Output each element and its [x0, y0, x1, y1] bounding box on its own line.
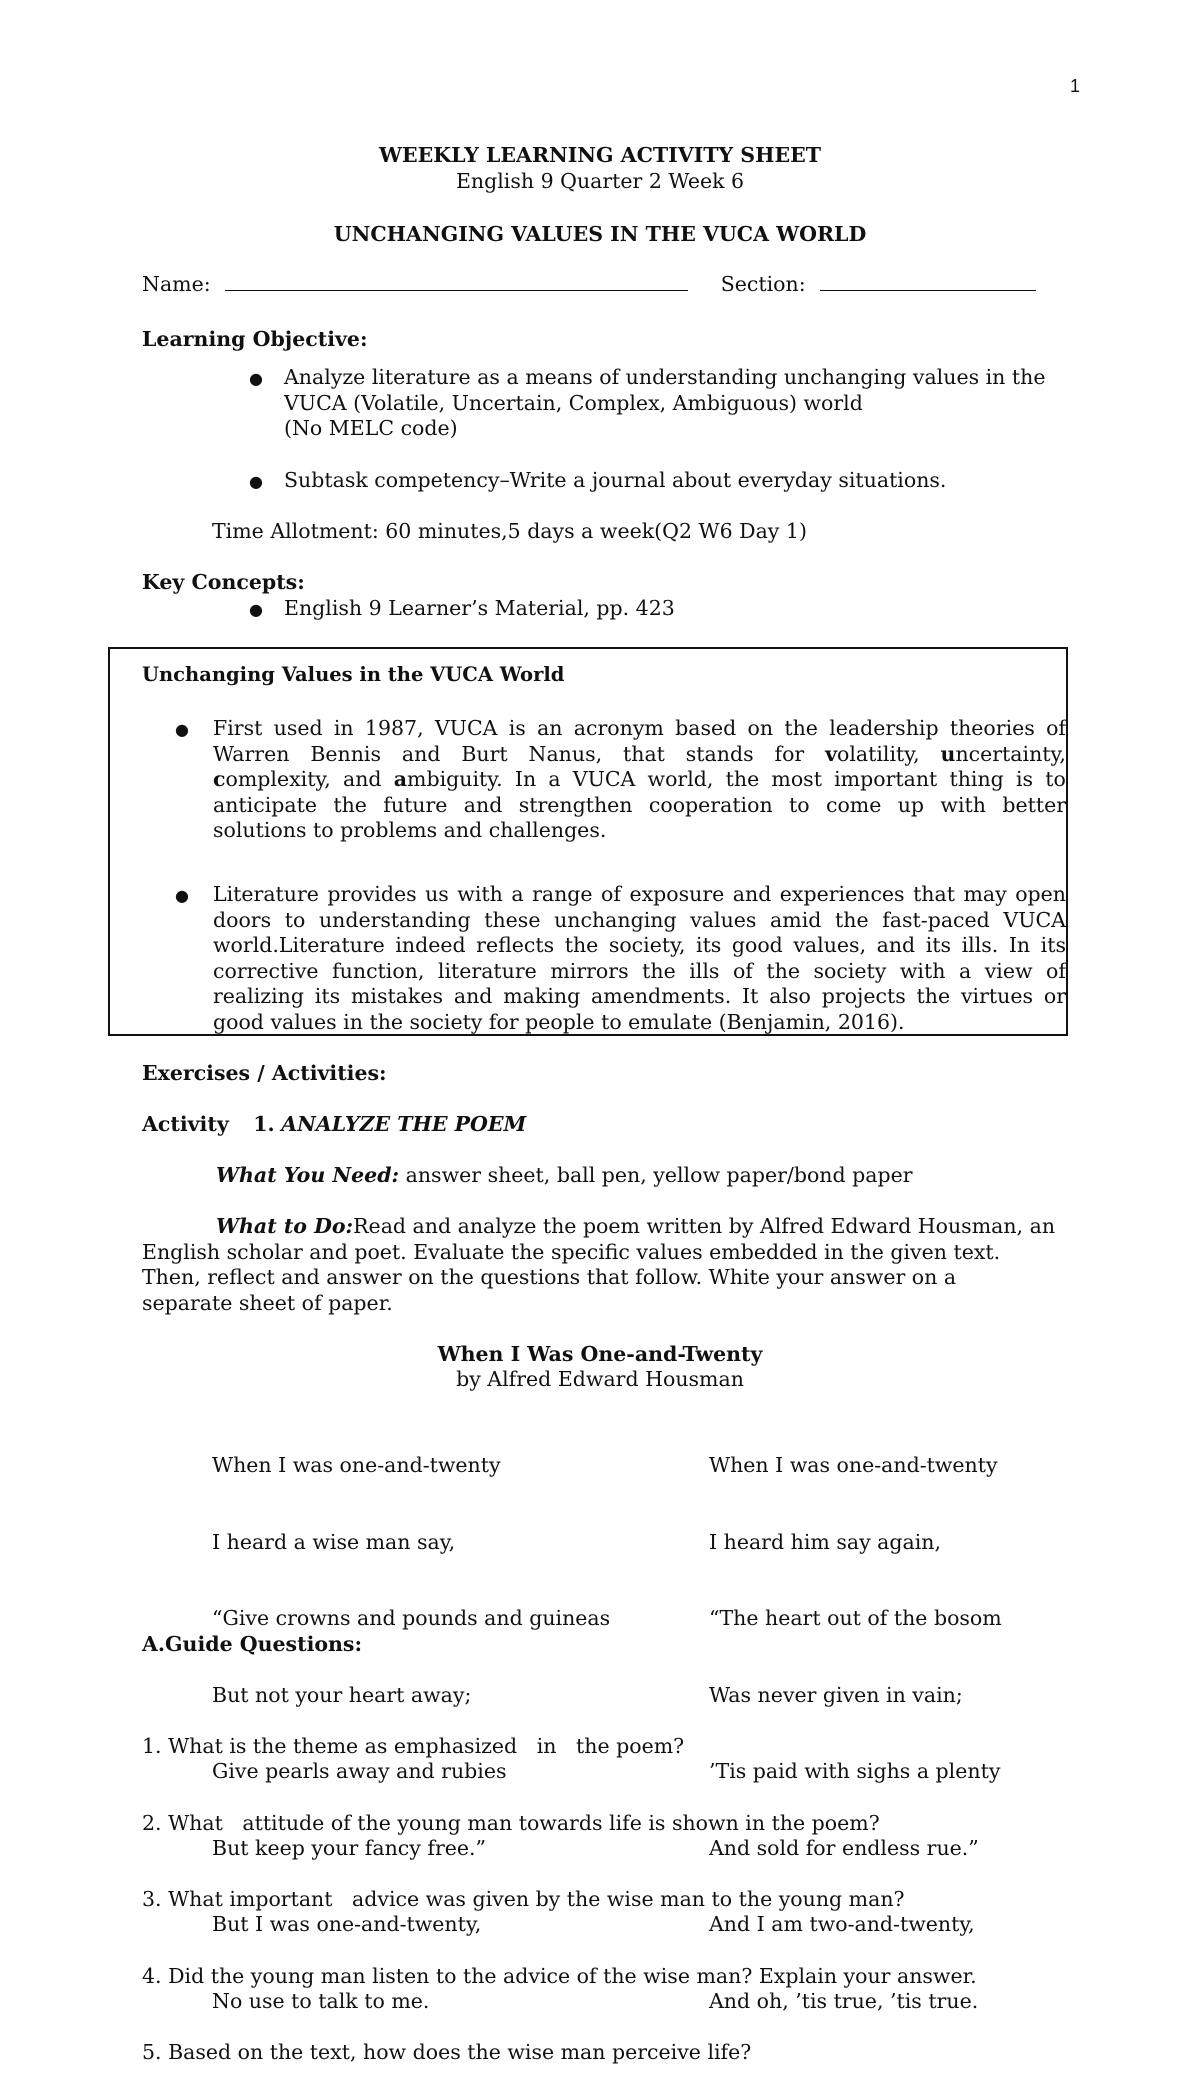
concept-text: complexity,	[213, 767, 331, 791]
concept-text: Warren	[213, 741, 290, 766]
concept-text: In	[514, 767, 537, 791]
concept-line	[213, 742, 1066, 768]
poem-line: But not your heart away;	[212, 1682, 472, 1707]
concept-text: and	[401, 741, 441, 766]
concept-text: is	[1016, 767, 1034, 791]
sheet-title: WEEKLY LEARNING ACTIVITY SHEET	[379, 143, 821, 167]
activity-title: ANALYZE THE POEM	[281, 1112, 527, 1136]
poem-line: Give pearls away and rubies	[212, 1759, 507, 1783]
objective-line: VUCA (Volatile, Uncertain, Complex, Ambiguous) world	[284, 390, 863, 415]
concept-text: a	[548, 767, 561, 791]
poem-author: by Alfred Edward Housman	[456, 1367, 744, 1391]
question-item: 1. What is the theme as emphasized in the poem?	[142, 1734, 685, 1758]
guide-questions-list	[142, 1683, 977, 2091]
poem-line: And oh, ’tis true, ’tis true.	[709, 1988, 979, 2013]
todo-line: English scholar and poet. Evaluate the specific values embedded in the given text.	[142, 1239, 1001, 1264]
what-to-do	[142, 1214, 1062, 1316]
question-item: 5. Based on the text, how does the wise man perceive life?	[142, 2040, 752, 2064]
bullet-dot: ●	[249, 369, 263, 388]
bold-letter: u	[940, 741, 956, 766]
objective-bullet-1	[284, 365, 1045, 442]
bold-letter: v	[825, 741, 838, 766]
student-info-row	[142, 272, 1036, 298]
concept-line: First used in 1987, VUCA is an acronym based on the leadership theories of	[213, 716, 1066, 740]
poem-line: And sold for endless rue.”	[709, 1835, 979, 1860]
page-number: 1	[1069, 76, 1080, 96]
concept-text: volatility,	[825, 741, 920, 766]
concept-line: Literature provides us with a range of exposure and experiences that may open	[213, 882, 1066, 906]
objective-line: Analyze literature as a means of understanding unchanging values in the	[284, 365, 1046, 389]
poem-line: When I was one-and-twenty	[212, 1453, 501, 1477]
bullet-dot: ●	[175, 720, 189, 739]
todo-line: Then, reflect and answer on the questions that follow. White your answer on a	[142, 1265, 957, 1289]
objective-line: (No MELC code)	[284, 416, 458, 440]
concept-line: corrective function, literature mirrors the ills of the society with a view of	[213, 958, 1066, 983]
poem-line: I heard him say again,	[709, 1529, 942, 1554]
concept-line: doors to understanding these unchanging values amid the fast-paced VUCA	[213, 907, 1066, 932]
concept-text: world,	[647, 767, 714, 791]
concept-line: realizing its mistakes and making amendments. It also projects the virtues or	[213, 984, 1066, 1008]
poem-title: When I Was One-and-Twenty	[437, 1342, 763, 1366]
todo-line: separate sheet of paper.	[142, 1290, 393, 1315]
poem-line: But keep your fancy free.”	[212, 1835, 487, 1860]
poem-line: No use to talk to me.	[212, 1988, 430, 2013]
section-blank[interactable]	[820, 272, 1036, 291]
question-item: 4. Did the young man listen to the advice of the wise man? Explain your answer.	[142, 1963, 977, 1988]
concept-text: to	[1045, 767, 1066, 791]
concept-text: the	[725, 767, 760, 791]
todo-text: Read and analyze the poem written by Alfred Edward Housman, an	[353, 1214, 1056, 1238]
poem-line: “Give crowns and pounds and guineas	[212, 1606, 611, 1630]
question-item: 3. What important advice was given by the wise man to the young man?	[142, 1887, 905, 1911]
concept-text: thing	[949, 767, 1004, 791]
name-blank[interactable]	[225, 272, 688, 291]
objective-bullet-2: Subtask competency–Write a journal about everyday situations.	[284, 468, 947, 492]
activity-number: 1.	[253, 1112, 275, 1136]
concept-text: Nanus,	[528, 741, 603, 766]
concept-text: VUCA	[572, 767, 636, 791]
poem-line: “The heart out of the bosom	[709, 1606, 1002, 1630]
concept-text: Burt	[461, 741, 508, 766]
bullet-dot: ●	[249, 600, 263, 619]
question-item: 2. What attitude of the young man towards life is shown in the poem?	[142, 1810, 880, 1835]
poem-line: Was never given in vain;	[709, 1682, 963, 1707]
concept-box-title: Unchanging Values in the VUCA World	[142, 663, 565, 686]
learning-objective-heading: Learning Objective:	[142, 327, 368, 351]
concept-bullet-2	[213, 882, 1066, 1035]
activity-label: Activity	[142, 1112, 229, 1136]
poem-line: I heard a wise man say,	[212, 1529, 456, 1554]
need-label: What You Need:	[216, 1163, 400, 1187]
name-label: Name:	[142, 272, 211, 296]
poem-line: ’Tis paid with sighs a plenty	[709, 1759, 1001, 1783]
exercises-heading: Exercises / Activities:	[142, 1061, 387, 1085]
activity-heading	[142, 1112, 526, 1138]
bold-letter: a	[393, 767, 408, 791]
concept-line: anticipate the future and strengthen cooperation to come up with better	[213, 792, 1066, 817]
poem-line: When I was one-and-twenty	[709, 1453, 998, 1477]
what-you-need	[216, 1163, 913, 1189]
concept-line: world.Literature indeed reflects the society, its good values, and its ills. In its	[213, 933, 1066, 957]
concept-line: good values in the society for people to emulate (Benjamin, 2016).	[213, 1009, 905, 1034]
bullet-dot: ●	[175, 886, 189, 905]
key-concepts-heading: Key Concepts:	[142, 570, 305, 594]
concept-text: stands	[685, 741, 754, 766]
bullet-dot: ●	[249, 472, 263, 491]
todo-first-line	[142, 1214, 1062, 1240]
concept-text: most	[771, 767, 822, 791]
section-label: Section:	[720, 272, 806, 296]
concept-text: Bennis	[310, 741, 382, 766]
key-concepts-bullet: English 9 Learner’s Material, pp. 423	[284, 596, 675, 620]
concept-line: solutions to problems and challenges.	[213, 818, 607, 842]
guide-questions-heading: A.Guide Questions:	[142, 1632, 363, 1656]
concept-text: for	[774, 741, 805, 766]
poem-line: And I am two-and-twenty,	[709, 1912, 975, 1936]
concept-text: and	[343, 767, 382, 791]
concept-text: important	[834, 767, 938, 791]
time-allotment: Time Allotment: 60 minutes,5 days a week(Q2 W6 Day 1)	[212, 519, 807, 543]
concept-line	[213, 767, 1066, 793]
topic-title: UNCHANGING VALUES IN THE VUCA WORLD	[333, 222, 867, 246]
concept-text: ambiguity.	[393, 767, 503, 791]
sheet-subtitle: English 9 Quarter 2 Week 6	[455, 169, 745, 193]
need-text: answer sheet, ball pen, yellow paper/bond paper	[399, 1163, 913, 1187]
todo-label: What to Do:	[216, 1214, 354, 1238]
concept-text: uncertainty,	[940, 741, 1066, 766]
poem-line: But I was one-and-twenty,	[212, 1912, 482, 1936]
bold-letter: c	[213, 767, 226, 791]
concept-bullet-1	[213, 716, 1066, 844]
concept-text: that	[623, 741, 665, 766]
